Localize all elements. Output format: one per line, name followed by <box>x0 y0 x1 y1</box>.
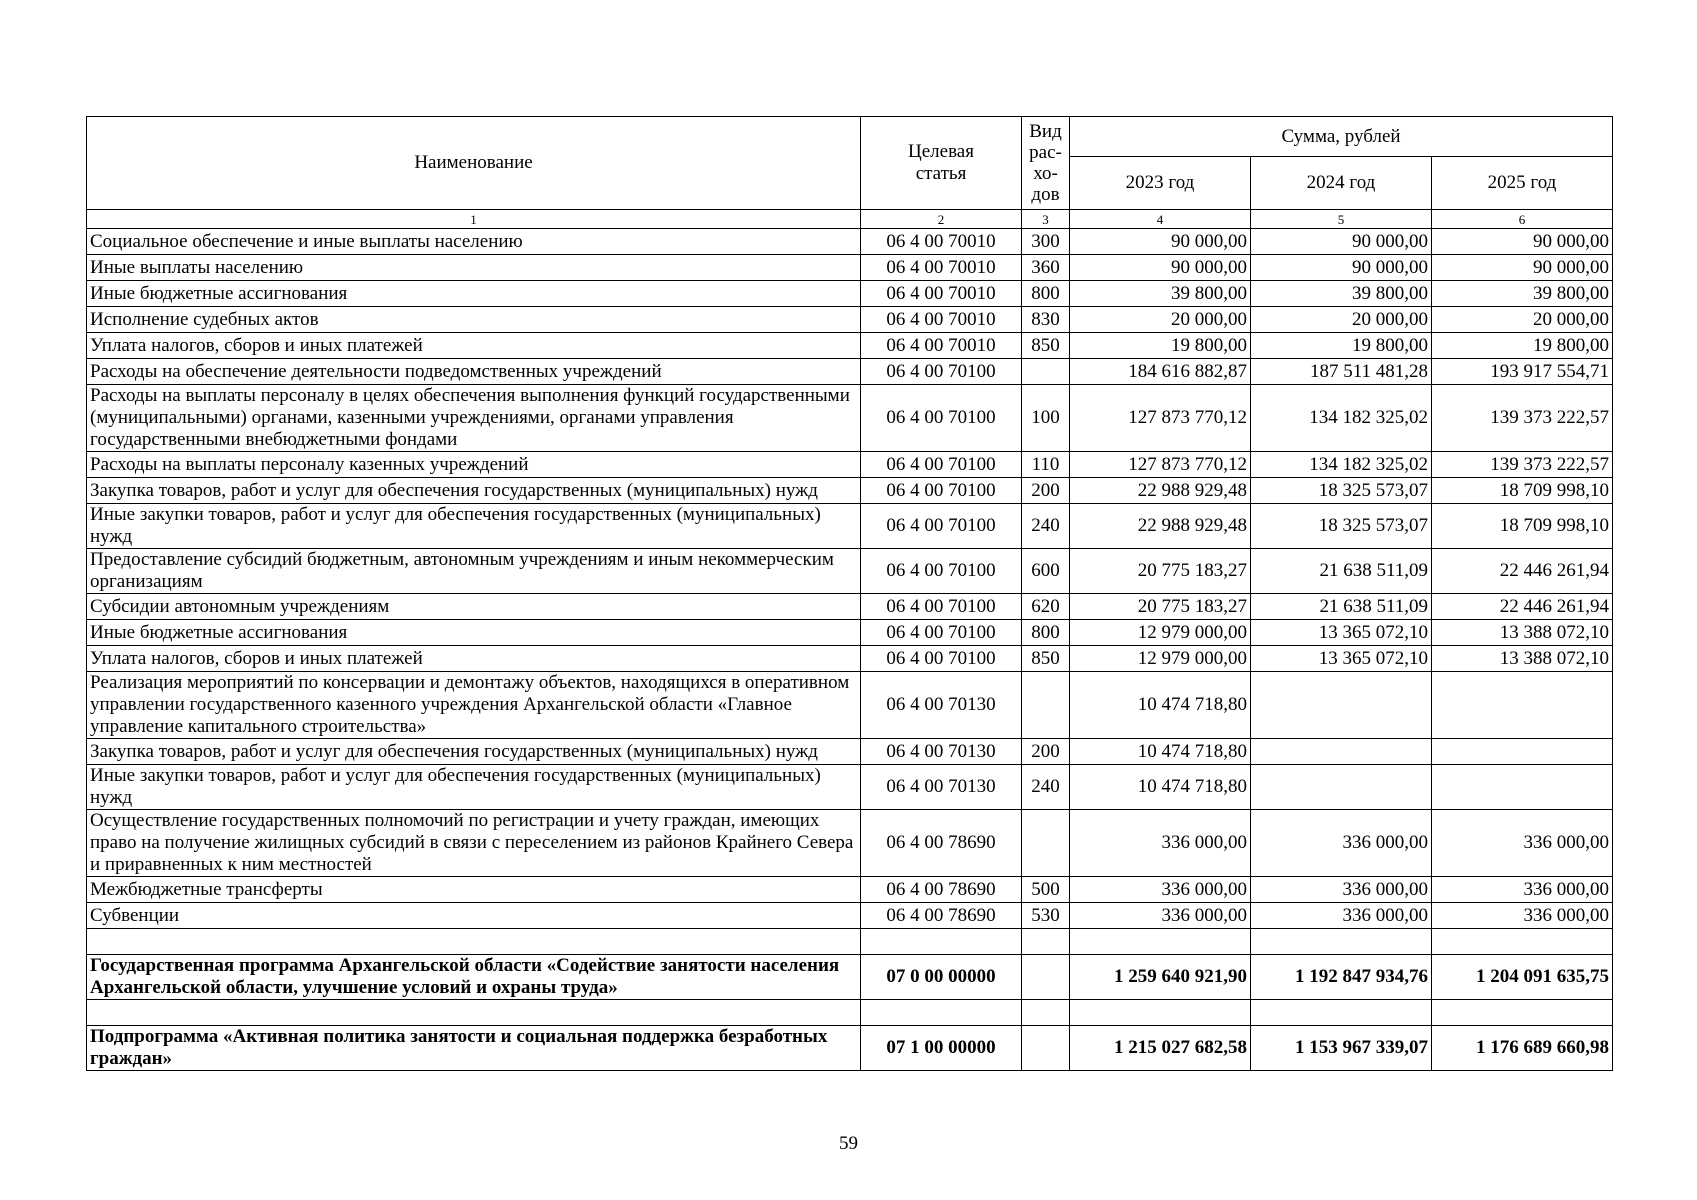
row-expense-type: 600 <box>1022 549 1070 594</box>
table-row <box>87 620 1613 646</box>
row-amount-2025: 18 709 998,10 <box>1432 504 1613 549</box>
row-expense-type: 830 <box>1022 307 1070 333</box>
page-number: 59 <box>839 1133 858 1154</box>
row-amount-2023: 20 000,00 <box>1070 307 1251 333</box>
row-amount-2025 <box>1432 1000 1613 1026</box>
row-code: 06 4 00 70010 <box>861 229 1022 255</box>
row-amount-2024: 19 800,00 <box>1251 333 1432 359</box>
row-name: Социальное обеспечение и иные выплаты населению <box>87 229 861 255</box>
column-number: 2 <box>861 210 1022 229</box>
row-amount-2024: 39 800,00 <box>1251 281 1432 307</box>
row-amount-2025: 22 446 261,94 <box>1432 549 1613 594</box>
row-amount-2025: 18 709 998,10 <box>1432 478 1613 504</box>
row-code: 06 4 00 70100 <box>861 385 1022 452</box>
row-amount-2024: 13 365 072,10 <box>1251 620 1432 646</box>
row-amount-2023: 39 800,00 <box>1070 281 1251 307</box>
row-name: Иные закупки товаров, работ и услуг для обеспечения государственных (муниципальных) нужд <box>87 765 861 810</box>
table-row-subprogram <box>87 1026 1613 1071</box>
row-name: Расходы на выплаты персоналу в целях обеспечения выполнения функций государственными (муниципальными) органами, казенными учреждениями, органами управления государственными внебюджетными фондами <box>87 385 861 452</box>
row-amount-2024: 1 192 847 934,76 <box>1251 955 1432 1000</box>
row-expense-type: 530 <box>1022 903 1070 929</box>
row-code: 06 4 00 70100 <box>861 646 1022 672</box>
row-amount-2024: 336 000,00 <box>1251 903 1432 929</box>
row-name: Закупка товаров, работ и услуг для обеспечения государственных (муниципальных) нужд <box>87 478 861 504</box>
row-code <box>861 1000 1022 1026</box>
row-expense-type: 300 <box>1022 229 1070 255</box>
table-row <box>87 877 1613 903</box>
row-name: Закупка товаров, работ и услуг для обеспечения государственных (муниципальных) нужд <box>87 739 861 765</box>
row-expense-type <box>1022 929 1070 955</box>
row-expense-type <box>1022 672 1070 739</box>
row-amount-2025: 336 000,00 <box>1432 903 1613 929</box>
row-amount-2024: 336 000,00 <box>1251 810 1432 877</box>
row-amount-2025: 90 000,00 <box>1432 229 1613 255</box>
column-number: 4 <box>1070 210 1251 229</box>
row-name: Межбюджетные трансферты <box>87 877 861 903</box>
table-row <box>87 333 1613 359</box>
table-row <box>87 281 1613 307</box>
row-amount-2024 <box>1251 765 1432 810</box>
row-expense-type: 800 <box>1022 281 1070 307</box>
row-name: Расходы на выплаты персоналу казенных учреждений <box>87 452 861 478</box>
header-vid-2: рас- <box>1029 142 1062 163</box>
row-code: 06 4 00 70010 <box>861 333 1022 359</box>
header-code <box>861 117 1022 210</box>
row-amount-2023: 20 775 183,27 <box>1070 549 1251 594</box>
column-number: 5 <box>1251 210 1432 229</box>
row-amount-2023: 1 215 027 682,58 <box>1070 1026 1251 1071</box>
row-expense-type: 110 <box>1022 452 1070 478</box>
table-row-spacer <box>87 1000 1613 1026</box>
row-amount-2023 <box>1070 929 1251 955</box>
row-code: 06 4 00 78690 <box>861 903 1022 929</box>
row-code: 06 4 00 70130 <box>861 672 1022 739</box>
row-name: Подпрограмма «Активная политика занятости и социальная поддержка безработных граждан» <box>87 1026 861 1071</box>
row-name <box>87 929 861 955</box>
row-amount-2025: 19 800,00 <box>1432 333 1613 359</box>
table-row <box>87 672 1613 739</box>
table-row <box>87 549 1613 594</box>
row-code: 06 4 00 70100 <box>861 452 1022 478</box>
row-amount-2025 <box>1432 929 1613 955</box>
row-name: Иные выплаты населению <box>87 255 861 281</box>
row-name: Реализация мероприятий по консервации и демонтажу объектов, находящихся в оперативном управлении государственного казенного учреждения Архангельской области «Главное управление капитального строительства» <box>87 672 861 739</box>
row-expense-type <box>1022 1000 1070 1026</box>
row-code: 07 1 00 00000 <box>861 1026 1022 1071</box>
row-amount-2024 <box>1251 1000 1432 1026</box>
row-code: 06 4 00 70100 <box>861 359 1022 385</box>
row-amount-2024 <box>1251 929 1432 955</box>
row-amount-2025: 336 000,00 <box>1432 810 1613 877</box>
row-name: Уплата налогов, сборов и иных платежей <box>87 333 861 359</box>
row-name: Расходы на обеспечение деятельности подведомственных учреждений <box>87 359 861 385</box>
row-expense-type: 620 <box>1022 594 1070 620</box>
row-name: Иные бюджетные ассигнования <box>87 281 861 307</box>
table-row <box>87 646 1613 672</box>
table-row <box>87 504 1613 549</box>
row-amount-2025: 336 000,00 <box>1432 877 1613 903</box>
row-amount-2024: 20 000,00 <box>1251 307 1432 333</box>
row-name: Субвенции <box>87 903 861 929</box>
header-vid-1: Вид <box>1029 121 1062 142</box>
row-amount-2024 <box>1251 672 1432 739</box>
row-name: Осуществление государственных полномочий по регистрации и учету граждан, имеющих право на получение жилищных субсидий в связи с переселением из районов Крайнего Севера и приравненных к ним местностей <box>87 810 861 877</box>
table-row <box>87 359 1613 385</box>
row-code: 06 4 00 70100 <box>861 620 1022 646</box>
row-code: 06 4 00 70100 <box>861 504 1022 549</box>
header-expense-type <box>1022 117 1070 210</box>
row-amount-2024 <box>1251 739 1432 765</box>
row-code: 06 4 00 70100 <box>861 594 1022 620</box>
row-amount-2023 <box>1070 1000 1251 1026</box>
row-name: Субсидии автономным учреждениям <box>87 594 861 620</box>
column-number: 1 <box>87 210 861 229</box>
budget-table <box>86 116 1613 1071</box>
row-amount-2024: 336 000,00 <box>1251 877 1432 903</box>
row-code: 06 4 00 70130 <box>861 765 1022 810</box>
row-code: 06 4 00 78690 <box>861 810 1022 877</box>
row-code <box>861 929 1022 955</box>
table-row <box>87 255 1613 281</box>
row-amount-2025: 90 000,00 <box>1432 255 1613 281</box>
row-code: 06 4 00 70010 <box>861 281 1022 307</box>
row-name: Исполнение судебных актов <box>87 307 861 333</box>
row-amount-2023: 19 800,00 <box>1070 333 1251 359</box>
row-name <box>87 1000 861 1026</box>
row-amount-2024: 187 511 481,28 <box>1251 359 1432 385</box>
column-number: 6 <box>1432 210 1613 229</box>
row-expense-type <box>1022 955 1070 1000</box>
row-code: 06 4 00 70130 <box>861 739 1022 765</box>
header-vid-3: хо- <box>1033 163 1058 184</box>
row-amount-2025: 139 373 222,57 <box>1432 452 1613 478</box>
row-amount-2025: 39 800,00 <box>1432 281 1613 307</box>
row-code: 07 0 00 00000 <box>861 955 1022 1000</box>
row-amount-2025 <box>1432 672 1613 739</box>
row-expense-type: 360 <box>1022 255 1070 281</box>
table-row <box>87 594 1613 620</box>
row-amount-2024: 1 153 967 339,07 <box>1251 1026 1432 1071</box>
row-name: Предоставление субсидий бюджетным, автономным учреждениям и иным некоммерческим организациям <box>87 549 861 594</box>
row-code: 06 4 00 70100 <box>861 478 1022 504</box>
row-amount-2023: 127 873 770,12 <box>1070 385 1251 452</box>
row-expense-type: 200 <box>1022 478 1070 504</box>
row-expense-type <box>1022 1026 1070 1071</box>
row-name: Иные закупки товаров, работ и услуг для обеспечения государственных (муниципальных) нужд <box>87 504 861 549</box>
table-row <box>87 810 1613 877</box>
header-vid-4: дов <box>1031 184 1060 205</box>
row-amount-2024: 90 000,00 <box>1251 255 1432 281</box>
row-expense-type: 200 <box>1022 739 1070 765</box>
row-amount-2025: 1 176 689 660,98 <box>1432 1026 1613 1071</box>
row-amount-2023: 22 988 929,48 <box>1070 504 1251 549</box>
row-amount-2025: 139 373 222,57 <box>1432 385 1613 452</box>
row-expense-type: 100 <box>1022 385 1070 452</box>
row-expense-type: 500 <box>1022 877 1070 903</box>
row-amount-2024: 18 325 573,07 <box>1251 478 1432 504</box>
header-code-line2: статья <box>915 163 967 184</box>
table-row-spacer <box>87 929 1613 955</box>
row-code: 06 4 00 70100 <box>861 549 1022 594</box>
row-amount-2023: 10 474 718,80 <box>1070 672 1251 739</box>
header-year-2024: 2024 год <box>1251 157 1432 210</box>
row-amount-2024: 13 365 072,10 <box>1251 646 1432 672</box>
row-amount-2025: 20 000,00 <box>1432 307 1613 333</box>
row-code: 06 4 00 70010 <box>861 255 1022 281</box>
row-amount-2025: 22 446 261,94 <box>1432 594 1613 620</box>
row-amount-2024: 21 638 511,09 <box>1251 594 1432 620</box>
row-amount-2025: 193 917 554,71 <box>1432 359 1613 385</box>
table-row <box>87 229 1613 255</box>
row-name: Иные бюджетные ассигнования <box>87 620 861 646</box>
row-amount-2023: 1 259 640 921,90 <box>1070 955 1251 1000</box>
row-amount-2023: 12 979 000,00 <box>1070 646 1251 672</box>
row-amount-2023: 184 616 882,87 <box>1070 359 1251 385</box>
table-row <box>87 385 1613 452</box>
row-amount-2025: 13 388 072,10 <box>1432 646 1613 672</box>
row-amount-2024: 134 182 325,02 <box>1251 452 1432 478</box>
table-row <box>87 478 1613 504</box>
row-amount-2025: 1 204 091 635,75 <box>1432 955 1613 1000</box>
row-amount-2023: 20 775 183,27 <box>1070 594 1251 620</box>
row-amount-2023: 336 000,00 <box>1070 810 1251 877</box>
row-amount-2025 <box>1432 739 1613 765</box>
header-sum: Сумма, рублей <box>1070 117 1613 157</box>
row-expense-type: 800 <box>1022 620 1070 646</box>
row-expense-type: 240 <box>1022 765 1070 810</box>
row-name: Государственная программа Архангельской области «Содействие занятости населения Архангельской области, улучшение условий и охраны труда» <box>87 955 861 1000</box>
row-amount-2023: 90 000,00 <box>1070 255 1251 281</box>
row-expense-type: 850 <box>1022 333 1070 359</box>
table-row <box>87 452 1613 478</box>
row-expense-type: 850 <box>1022 646 1070 672</box>
row-amount-2023: 22 988 929,48 <box>1070 478 1251 504</box>
row-amount-2023: 12 979 000,00 <box>1070 620 1251 646</box>
row-name: Уплата налогов, сборов и иных платежей <box>87 646 861 672</box>
row-amount-2024: 18 325 573,07 <box>1251 504 1432 549</box>
row-amount-2024: 21 638 511,09 <box>1251 549 1432 594</box>
row-expense-type <box>1022 810 1070 877</box>
row-amount-2023: 336 000,00 <box>1070 877 1251 903</box>
header-name: Наименование <box>87 117 861 210</box>
row-amount-2024: 134 182 325,02 <box>1251 385 1432 452</box>
row-amount-2024: 90 000,00 <box>1251 229 1432 255</box>
header-code-line1: Целевая <box>908 141 974 162</box>
row-amount-2023: 10 474 718,80 <box>1070 765 1251 810</box>
row-amount-2023: 336 000,00 <box>1070 903 1251 929</box>
table-row <box>87 903 1613 929</box>
row-code: 06 4 00 78690 <box>861 877 1022 903</box>
header-year-2025: 2025 год <box>1432 157 1613 210</box>
row-amount-2025: 13 388 072,10 <box>1432 620 1613 646</box>
table-row <box>87 739 1613 765</box>
header-year-2023: 2023 год <box>1070 157 1251 210</box>
table-row <box>87 307 1613 333</box>
row-amount-2023: 90 000,00 <box>1070 229 1251 255</box>
table-row <box>87 765 1613 810</box>
row-code: 06 4 00 70010 <box>861 307 1022 333</box>
row-expense-type <box>1022 359 1070 385</box>
row-amount-2025 <box>1432 765 1613 810</box>
column-number: 3 <box>1022 210 1070 229</box>
row-amount-2023: 10 474 718,80 <box>1070 739 1251 765</box>
row-expense-type: 240 <box>1022 504 1070 549</box>
row-amount-2023: 127 873 770,12 <box>1070 452 1251 478</box>
table-row-program <box>87 955 1613 1000</box>
